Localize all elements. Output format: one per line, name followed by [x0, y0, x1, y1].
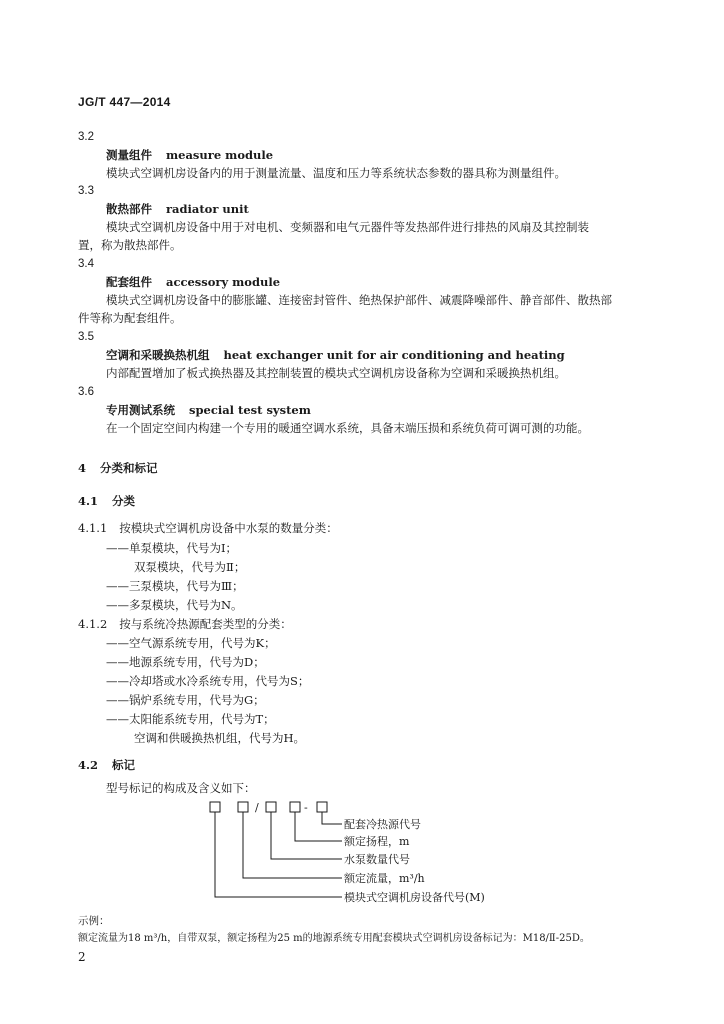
term-heading	[106, 202, 249, 216]
example-text: 额定流量为18 m³/h，自带双泵，额定扬程为25 m的地源系统专用配套模块式空调机房设备标记为：M18/Ⅱ-25D。	[78, 933, 590, 944]
term-en: measure module	[166, 148, 274, 162]
term-zh: 散热部件	[106, 202, 152, 216]
marking-label: 配套冷热源代号	[344, 818, 421, 831]
list-item: ——空气源系统专用，代号为K；	[106, 636, 276, 650]
term-number: 3.5	[78, 331, 94, 343]
leader-line	[215, 812, 342, 897]
standard-code: JG/T 447—2014	[78, 95, 171, 109]
leader-line	[295, 812, 342, 841]
marking-label: 水泵数量代号	[344, 853, 410, 866]
separator-slash: /	[255, 801, 259, 814]
list-item: ——冷却塔或水冷系统专用，代号为S；	[106, 674, 310, 688]
term-heading	[106, 403, 311, 417]
list-item: 双泵模块，代号为Ⅱ；	[134, 560, 246, 574]
term-zh: 专用测试系统	[106, 403, 175, 417]
term-definition: 模块式空调机房设备中用于对电机、变频器和电气元器件等发热部件进行排热的风扇及其控制装	[106, 220, 589, 234]
separator-dash: -	[304, 801, 308, 814]
marking-label: 模块式空调机房设备代号(M)	[344, 891, 485, 904]
term-number: 3.2	[78, 131, 94, 143]
marking-intro: 型号标记的构成及含义如下：	[106, 781, 256, 795]
code-box	[238, 802, 248, 812]
term-definition: 模块式空调机房设备内的用于测量流量、温度和压力等系统状态参数的器具称为测量组件。	[106, 166, 566, 180]
code-box	[266, 802, 276, 812]
section-heading: 4 分类和标记	[78, 461, 158, 475]
term-definition-cont: 置，称为散热部件。	[78, 238, 182, 252]
list-item: ——太阳能系统专用，代号为T；	[106, 712, 275, 726]
clause-heading: 4.1.1 按模块式空调机房设备中水泵的数量分类：	[78, 521, 338, 535]
term-number: 3.3	[78, 185, 94, 197]
marking-diagram	[200, 800, 540, 910]
term-en: accessory module	[166, 275, 281, 289]
clause-heading: 4.1.2 按与系统冷热源配套类型的分类：	[78, 617, 292, 631]
code-box	[317, 802, 327, 812]
term-zh: 配套组件	[106, 275, 152, 289]
term-definition: 模块式空调机房设备中的膨胀罐、连接密封管件、绝热保护部件、减震降噪部件、静音部件、散热部	[106, 293, 612, 307]
list-item: ——多泵模块，代号为N。	[106, 598, 243, 612]
term-definition: 在一个固定空间内构建一个专用的暖通空调水系统，具备末端压损和系统负荷可调可测的功能。	[106, 421, 589, 435]
list-item: ——锅炉系统专用，代号为G；	[106, 693, 265, 707]
term-definition: 内部配置增加了板式换热器及其控制装置的模块式空调机房设备称为空调和采暖换热机组。	[106, 366, 566, 380]
term-en: radiator unit	[166, 202, 249, 216]
list-item: 空调和供暖换热机组，代号为H。	[134, 731, 306, 745]
marking-label: 额定扬程，m	[344, 835, 410, 848]
page-number: 2	[78, 950, 86, 964]
list-item: ——单泵模块，代号为Ⅰ；	[106, 541, 238, 555]
term-en: special test system	[189, 403, 311, 417]
leader-line	[322, 812, 342, 824]
example-heading: 示例：	[78, 915, 110, 927]
leader-line	[243, 812, 342, 878]
code-box	[210, 802, 220, 812]
term-heading	[106, 275, 280, 289]
subsection-heading: 4.1 分类	[78, 494, 136, 508]
list-item: ——三泵模块，代号为Ⅲ；	[106, 579, 244, 593]
code-box	[290, 802, 300, 812]
term-number: 3.6	[78, 386, 94, 398]
term-en: heat exchanger unit for air conditioning and heating	[223, 348, 565, 362]
list-item: ——地源系统专用，代号为D；	[106, 655, 265, 669]
term-heading	[106, 348, 565, 362]
subsection-heading: 4.2 标记	[78, 758, 136, 772]
term-number: 3.4	[78, 258, 94, 270]
leader-line	[271, 812, 342, 859]
marking-label: 额定流量，m³/h	[344, 872, 425, 885]
term-zh: 测量组件	[106, 148, 152, 162]
term-definition-cont: 件等称为配套组件。	[78, 311, 182, 325]
term-zh: 空调和采暖换热机组	[106, 348, 210, 362]
term-heading	[106, 148, 273, 162]
